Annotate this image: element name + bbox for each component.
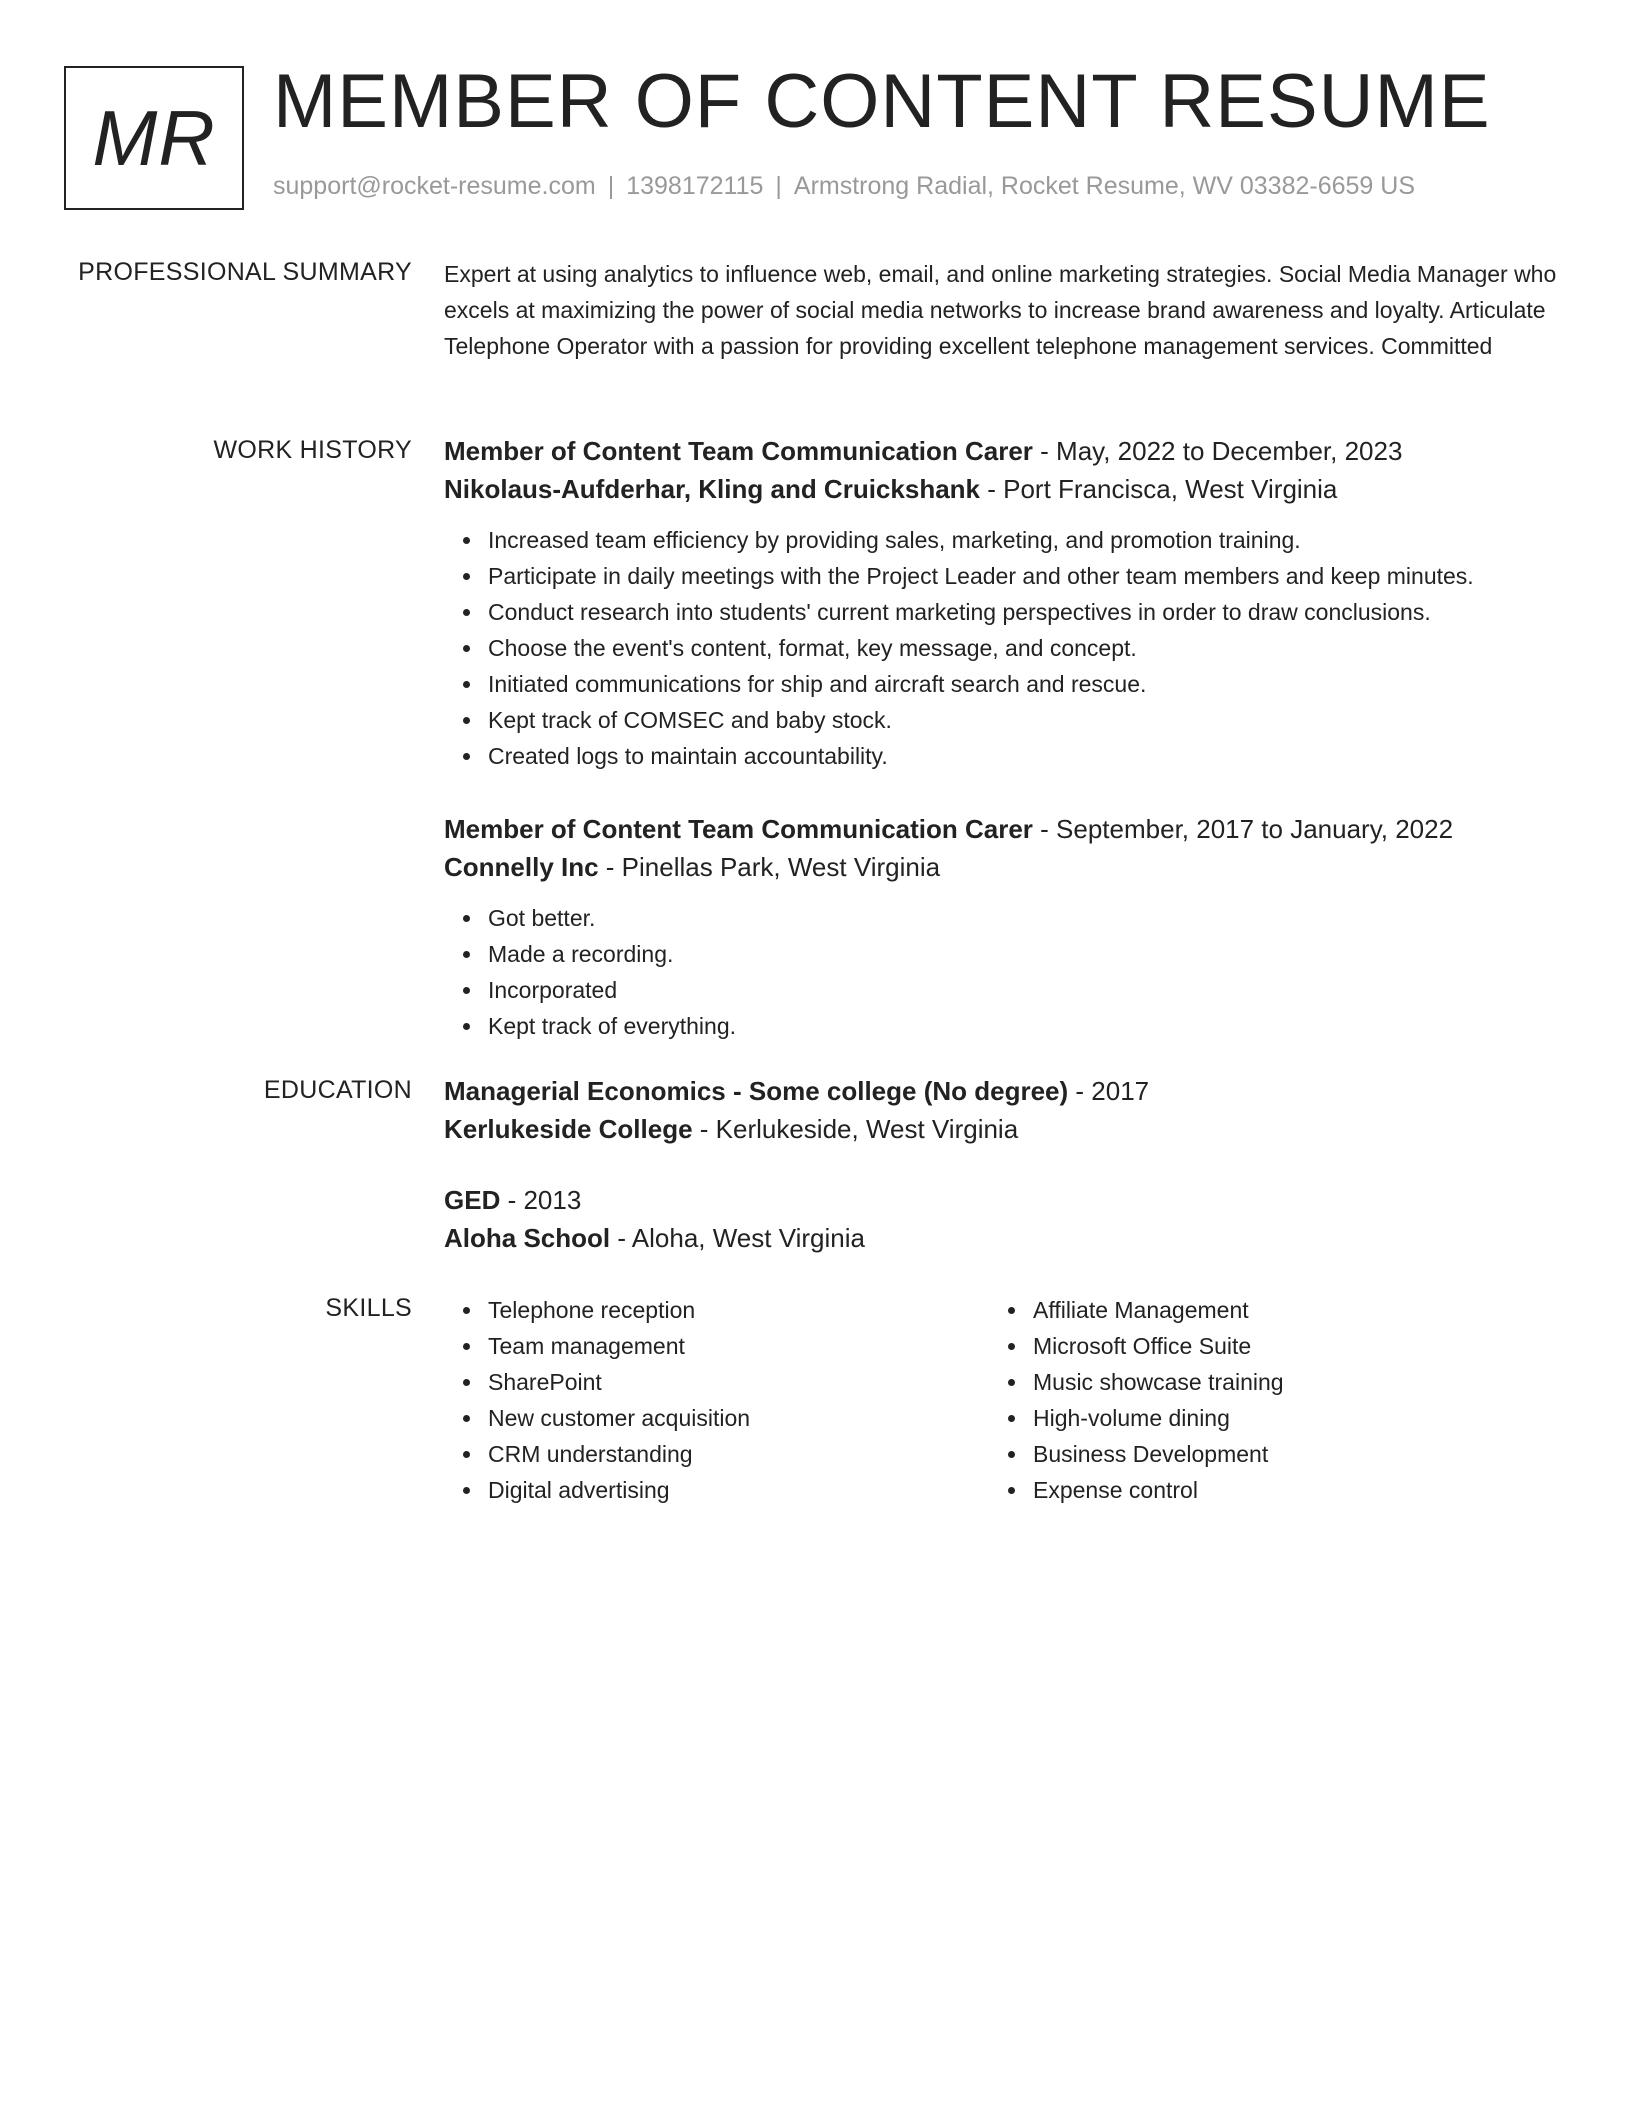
job-bullets (444, 900, 1564, 1044)
section-title: PROFESSIONAL SUMMARY (78, 258, 412, 286)
section-title: SKILLS (325, 1294, 412, 1322)
list-item: Got better. (488, 900, 1564, 936)
education-year: - 2013 (500, 1185, 582, 1215)
skills-list (444, 1292, 750, 1508)
list-item: Conduct research into students' current marketing perspectives in order to draw conclusions. (488, 594, 1564, 630)
contact-separator: | (775, 172, 782, 200)
list-item: Choose the event's content, format, key message, and concept. (488, 630, 1564, 666)
skill-item: Digital advertising (488, 1472, 750, 1508)
education-location: - Aloha, West Virginia (610, 1223, 865, 1253)
school-line (444, 1219, 1564, 1257)
job-location: - Port Francisca, West Virginia (980, 474, 1338, 504)
skill-item: Music showcase training (1033, 1364, 1284, 1400)
contact-address: Armstrong Radial, Rocket Resume, WV 03382-6659 US (793, 172, 1416, 200)
education-school: Kerlukeside College (444, 1114, 693, 1144)
list-item: Created logs to maintain accountability. (488, 738, 1564, 774)
skill-item: New customer acquisition (488, 1400, 750, 1436)
school-line (444, 1110, 1564, 1148)
section-title: WORK HISTORY (213, 436, 412, 464)
list-item: Increased team efficiency by providing sales, marketing, and promotion training. (488, 522, 1564, 558)
job-bullets (444, 522, 1564, 774)
job-dates: - September, 2017 to January, 2022 (1032, 814, 1454, 844)
education-entry (444, 1072, 1564, 1148)
section-body (444, 1072, 1564, 1257)
contact-line (273, 172, 1415, 201)
education-entry (444, 1181, 1564, 1257)
job-position: Member of Content Team Communication Carer (444, 436, 1033, 466)
degree-line (444, 1181, 1564, 1219)
contact-phone[interactable]: 1398172115 (626, 172, 764, 200)
skill-item: Team management (488, 1328, 750, 1364)
education-school: Aloha School (444, 1223, 611, 1253)
education-location: - Kerlukeside, West Virginia (692, 1114, 1019, 1144)
section-body (444, 432, 1564, 1044)
job-entry (444, 810, 1564, 1044)
job-title-line (444, 432, 1564, 470)
job-company: Connelly Inc (444, 852, 599, 882)
education-year: - 2017 (1068, 1076, 1150, 1106)
job-title-line (444, 810, 1564, 848)
resume-title: MEMBER OF CONTENT RESUME (273, 59, 1491, 144)
contact-separator: | (607, 172, 615, 200)
skill-item: CRM understanding (488, 1436, 750, 1472)
skills-column-right (989, 1292, 1284, 1508)
skills-column-left (444, 1292, 750, 1508)
job-position: Member of Content Team Communication Carer (444, 814, 1033, 844)
job-company-line (444, 848, 1564, 886)
list-item: Initiated communications for ship and aircraft search and rescue. (488, 666, 1564, 702)
job-company-line (444, 470, 1564, 508)
monogram-logo: MR (64, 66, 244, 210)
summary-text: Expert at using analytics to influence web, email, and online marketing strategies. Social Media Manager who excels at maximizing the power of social media networks to increase brand awareness and loyalty. Articulate Telephone Operator with a passion for providing excellent telephone management services. Committed (444, 261, 1557, 359)
list-item: Kept track of COMSEC and baby stock. (488, 702, 1564, 738)
section-title: EDUCATION (263, 1076, 412, 1104)
degree-line (444, 1072, 1564, 1110)
skill-item: Affiliate Management (1033, 1292, 1284, 1328)
skills-list (989, 1292, 1284, 1508)
education-degree: GED (444, 1185, 501, 1215)
job-location: - Pinellas Park, West Virginia (598, 852, 941, 882)
job-company: Nikolaus-Aufderhar, Kling and Cruickshank (444, 474, 980, 504)
list-item: Incorporated (488, 972, 1564, 1008)
education-degree: Managerial Economics - Some college (No degree) (444, 1076, 1069, 1106)
skill-item: Microsoft Office Suite (1033, 1328, 1284, 1364)
skill-item: High-volume dining (1033, 1400, 1284, 1436)
job-dates: - May, 2022 to December, 2023 (1032, 436, 1403, 466)
skill-item: Telephone reception (488, 1292, 750, 1328)
contact-email[interactable]: support@rocket-resume.com (273, 172, 596, 200)
list-item: Participate in daily meetings with the Project Leader and other team members and keep minutes. (488, 558, 1564, 594)
skill-item: Business Development (1033, 1436, 1284, 1472)
job-entry (444, 432, 1564, 774)
section-body (444, 256, 1564, 364)
list-item: Made a recording. (488, 936, 1564, 972)
skill-item: SharePoint (488, 1364, 750, 1400)
resume-header (64, 59, 1568, 210)
list-item: Kept track of everything. (488, 1008, 1564, 1044)
skill-item: Expense control (1033, 1472, 1284, 1508)
